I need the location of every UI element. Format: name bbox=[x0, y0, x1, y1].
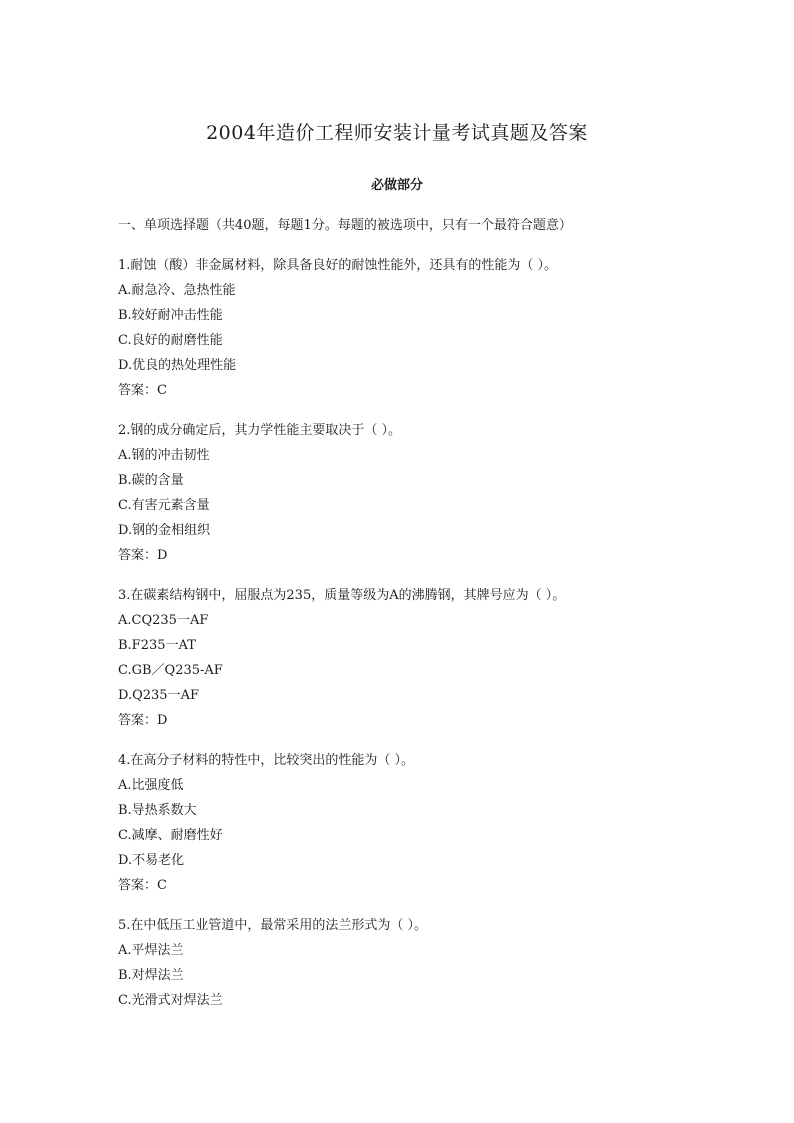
option-a: A.钢的冲击韧性 bbox=[118, 448, 210, 463]
option-a: A.CQ235一AF bbox=[118, 613, 209, 628]
option-c: C.光滑式对焊法兰 bbox=[118, 993, 223, 1008]
option-d: D.钢的金相组织 bbox=[118, 523, 211, 538]
question-3 bbox=[118, 583, 718, 733]
document-title: 2004年造价工程师安装计量考试真题及答案 bbox=[206, 122, 588, 144]
answer: 答案：D bbox=[118, 548, 168, 563]
option-c: C.有害元素含量 bbox=[118, 498, 210, 513]
option-c: C.良好的耐磨性能 bbox=[118, 333, 223, 348]
option-c: C.GB／Q235-AF bbox=[118, 663, 223, 678]
question-stem: 4.在高分子材料的特性中，比较突出的性能为（ ）。 bbox=[118, 753, 415, 768]
option-b: B.导热系数大 bbox=[118, 803, 197, 818]
question-stem: 5.在中低压工业管道中，最常采用的法兰形式为（ ）。 bbox=[118, 918, 428, 933]
question-stem: 2.钢的成分确定后，其力学性能主要取决于（ ）。 bbox=[118, 423, 402, 438]
option-d: D.不易老化 bbox=[118, 853, 185, 868]
question-stem: 3.在碳素结构钢中，屈服点为235，质量等级为A的沸腾钢，其牌号应为（ ）。 bbox=[118, 588, 566, 603]
section-heading: 必做部分 bbox=[370, 178, 423, 193]
answer: 答案：C bbox=[118, 878, 167, 893]
question-4 bbox=[118, 748, 718, 898]
answer: 答案：C bbox=[118, 383, 167, 398]
option-a: A.耐急冷、急热性能 bbox=[118, 283, 236, 298]
section-instructions: 一、单项选择题（共40题，每题1分。每题的被选项中，只有一个最符合题意） bbox=[118, 218, 572, 233]
question-stem: 1.耐蚀（酸）非金属材料，除具备良好的耐蚀性能外，还具有的性能为（ ）。 bbox=[118, 258, 558, 273]
question-list bbox=[118, 253, 718, 1028]
question-5 bbox=[118, 913, 718, 1013]
option-d: D.优良的热处理性能 bbox=[118, 358, 237, 373]
option-d: D.Q235一AF bbox=[118, 688, 199, 703]
option-b: B.F235一AT bbox=[118, 638, 196, 653]
option-a: A.平焊法兰 bbox=[118, 943, 184, 958]
answer: 答案：D bbox=[118, 713, 168, 728]
option-b: B.较好耐冲击性能 bbox=[118, 308, 223, 323]
option-b: B.对焊法兰 bbox=[118, 968, 184, 983]
option-a: A.比强度低 bbox=[118, 778, 184, 793]
question-2 bbox=[118, 418, 718, 568]
option-b: B.碳的含量 bbox=[118, 473, 184, 488]
option-c: C.减摩、耐磨性好 bbox=[118, 828, 223, 843]
question-1 bbox=[118, 253, 718, 403]
